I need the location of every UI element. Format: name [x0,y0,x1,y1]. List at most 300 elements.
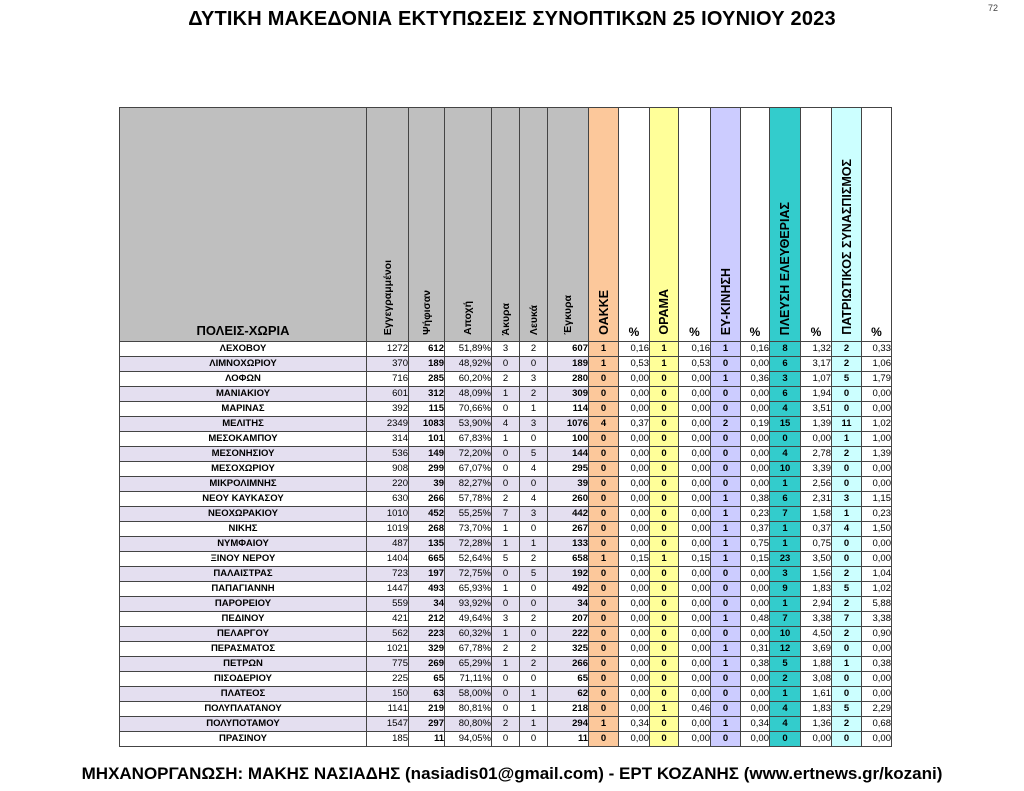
oakke-votes-cell: 0 [589,492,619,507]
blank-cell: 3 [520,372,548,387]
patriotikos-votes-cell: 0 [832,672,862,687]
oakke-votes-cell: 1 [589,717,619,732]
valid-cell: 442 [548,507,589,522]
oakke-pct-cell: 0,00 [619,447,650,462]
plefsi-pct-cell: 1,94 [801,387,832,402]
eykinisi-pct-cell: 0,00 [741,672,770,687]
invalid-cell: 1 [492,582,520,597]
blank-cell: 3 [520,507,548,522]
eykinisi-votes-cell: 1 [711,507,741,522]
plefsi-pct-cell: 2,31 [801,492,832,507]
header-party-orama [650,108,679,342]
orama-votes-cell: 1 [650,702,679,717]
orama-pct-cell: 0,00 [679,387,711,402]
table-row [120,642,892,657]
plefsi-votes-cell: 6 [770,492,801,507]
eykinisi-pct-cell: 0,00 [741,357,770,372]
patriotikos-votes-cell: 2 [832,567,862,582]
blank-cell: 5 [520,567,548,582]
patriotikos-votes-cell: 2 [832,342,862,357]
plefsi-votes-cell: 1 [770,597,801,612]
oakke-pct-cell: 0,00 [619,687,650,702]
valid-cell: 266 [548,657,589,672]
blank-cell: 4 [520,462,548,477]
voted-cell: 65 [409,672,445,687]
oakke-votes-cell: 0 [589,672,619,687]
plefsi-pct-cell: 2,94 [801,597,832,612]
oakke-pct-cell: 0,00 [619,582,650,597]
eykinisi-votes-cell: 1 [711,342,741,357]
patriotikos-pct-cell: 3,38 [862,612,892,627]
oakke-votes-cell: 1 [589,357,619,372]
orama-votes-cell: 0 [650,582,679,597]
plefsi-votes-cell: 6 [770,387,801,402]
valid-cell: 658 [548,552,589,567]
voted-cell: 297 [409,717,445,732]
valid-cell: 260 [548,492,589,507]
orama-votes-cell: 0 [650,402,679,417]
blank-cell: 1 [520,687,548,702]
eykinisi-pct-cell: 0,00 [741,477,770,492]
orama-pct-cell: 0,00 [679,672,711,687]
eykinisi-pct-cell: 0,00 [741,597,770,612]
city-cell: ΛΕΧΟΒΟΥ [120,342,367,357]
oakke-votes-cell: 0 [589,657,619,672]
orama-pct-cell: 0,00 [679,642,711,657]
valid-cell: 100 [548,432,589,447]
oakke-votes-cell: 0 [589,522,619,537]
orama-votes-cell: 0 [650,537,679,552]
oakke-pct-cell: 0,00 [619,522,650,537]
city-cell: ΠΟΛΥΠΟΤΑΜΟΥ [120,717,367,732]
registered-cell: 1010 [367,507,409,522]
voted-cell: 219 [409,702,445,717]
eykinisi-pct-cell: 0,00 [741,402,770,417]
header-invalid-label: Άκυρα [499,302,512,335]
orama-votes-cell: 0 [650,432,679,447]
header-party-oakke-label: ΟΑΚΚΕ [596,290,611,335]
plefsi-pct-cell: 0,00 [801,432,832,447]
orama-pct-cell: 0,53 [679,357,711,372]
abstention-cell: 53,90% [445,417,492,432]
eykinisi-pct-cell: 0,31 [741,642,770,657]
patriotikos-votes-cell: 0 [832,477,862,492]
plefsi-pct-cell: 1,61 [801,687,832,702]
valid-cell: 192 [548,567,589,582]
header-registered-label: Εγγεγραμμένοι [381,259,394,335]
table-row [120,522,892,537]
abstention-cell: 82,27% [445,477,492,492]
plefsi-votes-cell: 7 [770,612,801,627]
eykinisi-votes-cell: 2 [711,417,741,432]
header-party-eykinisi-label: ΕΥ-ΚΙΝΗΣΗ [718,267,733,335]
oakke-votes-cell: 1 [589,552,619,567]
eykinisi-pct-cell: 0,38 [741,657,770,672]
eykinisi-votes-cell: 0 [711,447,741,462]
eykinisi-pct-cell: 0,34 [741,717,770,732]
city-cell: ΝΥΜΦΑΙΟΥ [120,537,367,552]
blank-cell: 2 [520,612,548,627]
orama-pct-cell: 0,00 [679,732,711,747]
patriotikos-pct-cell: 1,02 [862,582,892,597]
registered-cell: 716 [367,372,409,387]
patriotikos-pct-cell: 1,79 [862,372,892,387]
voted-cell: 665 [409,552,445,567]
orama-votes-cell: 0 [650,477,679,492]
orama-pct-cell: 0,00 [679,567,711,582]
patriotikos-pct-cell: 1,02 [862,417,892,432]
registered-cell: 1141 [367,702,409,717]
table-row [120,447,892,462]
patriotikos-votes-cell: 2 [832,717,862,732]
header-pct-orama: % [679,108,711,342]
valid-cell: 309 [548,387,589,402]
patriotikos-pct-cell: 0,00 [862,552,892,567]
invalid-cell: 1 [492,657,520,672]
table-row [120,372,892,387]
abstention-cell: 65,29% [445,657,492,672]
invalid-cell: 0 [492,402,520,417]
orama-votes-cell: 1 [650,357,679,372]
patriotikos-pct-cell: 1,00 [862,432,892,447]
invalid-cell: 0 [492,567,520,582]
voted-cell: 197 [409,567,445,582]
plefsi-votes-cell: 15 [770,417,801,432]
orama-pct-cell: 0,00 [679,687,711,702]
city-cell: ΜΑΝΙΑΚΙΟΥ [120,387,367,402]
plefsi-votes-cell: 10 [770,627,801,642]
registered-cell: 314 [367,432,409,447]
plefsi-pct-cell: 1,07 [801,372,832,387]
orama-votes-cell: 0 [650,372,679,387]
blank-cell: 0 [520,582,548,597]
header-abstention [445,108,492,342]
abstention-cell: 48,92% [445,357,492,372]
invalid-cell: 1 [492,387,520,402]
invalid-cell: 2 [492,372,520,387]
plefsi-votes-cell: 10 [770,462,801,477]
eykinisi-votes-cell: 0 [711,402,741,417]
eykinisi-pct-cell: 0,00 [741,732,770,747]
invalid-cell: 2 [492,492,520,507]
registered-cell: 392 [367,402,409,417]
registered-cell: 2349 [367,417,409,432]
city-cell: ΠΛΑΤΕΟΣ [120,687,367,702]
plefsi-votes-cell: 9 [770,582,801,597]
header-party-patriotikos [832,108,862,342]
header-party-orama-label: ΟΡΑΜΑ [657,289,671,335]
oakke-votes-cell: 1 [589,342,619,357]
plefsi-pct-cell: 1,32 [801,342,832,357]
invalid-cell: 5 [492,552,520,567]
valid-cell: 65 [548,672,589,687]
table-row [120,417,892,432]
registered-cell: 1447 [367,582,409,597]
patriotikos-pct-cell: 0,00 [862,402,892,417]
voted-cell: 223 [409,627,445,642]
abstention-cell: 70,66% [445,402,492,417]
invalid-cell: 0 [492,687,520,702]
city-cell: ΜΑΡΙΝΑΣ [120,402,367,417]
voted-cell: 63 [409,687,445,702]
plefsi-votes-cell: 4 [770,702,801,717]
orama-pct-cell: 0,00 [679,417,711,432]
abstention-cell: 48,09% [445,387,492,402]
city-cell: ΜΕΛΙΤΗΣ [120,417,367,432]
patriotikos-pct-cell: 0,00 [862,732,892,747]
oakke-pct-cell: 0,00 [619,507,650,522]
voted-cell: 329 [409,642,445,657]
invalid-cell: 3 [492,612,520,627]
oakke-votes-cell: 0 [589,642,619,657]
patriotikos-pct-cell: 0,38 [862,657,892,672]
orama-votes-cell: 0 [650,567,679,582]
blank-cell: 0 [520,597,548,612]
patriotikos-votes-cell: 4 [832,522,862,537]
blank-cell: 2 [520,387,548,402]
table-row [120,717,892,732]
abstention-cell: 57,78% [445,492,492,507]
orama-votes-cell: 0 [650,672,679,687]
table-row [120,342,892,357]
patriotikos-votes-cell: 0 [832,552,862,567]
oakke-pct-cell: 0,00 [619,642,650,657]
orama-pct-cell: 0,46 [679,702,711,717]
patriotikos-votes-cell: 1 [832,507,862,522]
patriotikos-pct-cell: 5,88 [862,597,892,612]
abstention-cell: 49,64% [445,612,492,627]
orama-pct-cell: 0,00 [679,432,711,447]
eykinisi-votes-cell: 0 [711,387,741,402]
voted-cell: 269 [409,657,445,672]
voted-cell: 39 [409,477,445,492]
registered-cell: 225 [367,672,409,687]
oakke-pct-cell: 0,00 [619,672,650,687]
patriotikos-pct-cell: 0,00 [862,642,892,657]
valid-cell: 492 [548,582,589,597]
blank-cell: 0 [520,627,548,642]
registered-cell: 421 [367,612,409,627]
plefsi-pct-cell: 2,78 [801,447,832,462]
city-cell: ΠΕΔΙΝΟΥ [120,612,367,627]
registered-cell: 630 [367,492,409,507]
oakke-votes-cell: 0 [589,402,619,417]
table-row [120,612,892,627]
oakke-votes-cell: 0 [589,477,619,492]
valid-cell: 218 [548,702,589,717]
eykinisi-votes-cell: 1 [711,372,741,387]
patriotikos-votes-cell: 3 [832,492,862,507]
registered-cell: 150 [367,687,409,702]
oakke-votes-cell: 0 [589,732,619,747]
city-cell: ΝΙΚΗΣ [120,522,367,537]
abstention-cell: 60,32% [445,627,492,642]
invalid-cell: 0 [492,672,520,687]
orama-pct-cell: 0,00 [679,597,711,612]
plefsi-votes-cell: 3 [770,567,801,582]
abstention-cell: 72,20% [445,447,492,462]
orama-votes-cell: 1 [650,342,679,357]
eykinisi-votes-cell: 0 [711,672,741,687]
eykinisi-votes-cell: 0 [711,432,741,447]
city-cell: ΠΙΣΟΔΕΡΙΟΥ [120,672,367,687]
oakke-votes-cell: 0 [589,372,619,387]
header-party-plefsi [770,108,801,342]
voted-cell: 268 [409,522,445,537]
table-row [120,387,892,402]
invalid-cell: 0 [492,702,520,717]
patriotikos-votes-cell: 0 [832,642,862,657]
abstention-cell: 58,00% [445,687,492,702]
invalid-cell: 0 [492,357,520,372]
valid-cell: 280 [548,372,589,387]
patriotikos-pct-cell: 1,15 [862,492,892,507]
header-abstention-label: Αποχή [462,301,474,335]
table-row [120,582,892,597]
plefsi-votes-cell: 0 [770,432,801,447]
plefsi-votes-cell: 1 [770,477,801,492]
city-cell: ΝΕΟΧΩΡΑΚΙΟΥ [120,507,367,522]
plefsi-pct-cell: 0,75 [801,537,832,552]
blank-cell: 1 [520,717,548,732]
city-cell: ΝΕΟΥ ΚΑΥΚΑΣΟΥ [120,492,367,507]
eykinisi-votes-cell: 0 [711,702,741,717]
header-registered [367,108,409,342]
valid-cell: 39 [548,477,589,492]
registered-cell: 1272 [367,342,409,357]
oakke-votes-cell: 0 [589,507,619,522]
patriotikos-pct-cell: 0,90 [862,627,892,642]
registered-cell: 559 [367,597,409,612]
header-valid [548,108,589,342]
footer-credits: ΜΗΧΑΝΟΡΓΑΝΩΣΗ: ΜΑΚΗΣ ΝΑΣΙΑΔΗΣ (nasiadis01@gmail.com) - ΕΡΤ ΚΟΖΑΝΗΣ (www.ertnews.gr/kozani) [81,764,943,783]
plefsi-votes-cell: 4 [770,447,801,462]
eykinisi-votes-cell: 1 [711,522,741,537]
oakke-pct-cell: 0,34 [619,717,650,732]
city-cell: ΠΑΠΑΓΙΑΝΝΗ [120,582,367,597]
orama-votes-cell: 0 [650,597,679,612]
orama-pct-cell: 0,16 [679,342,711,357]
valid-cell: 294 [548,717,589,732]
eykinisi-pct-cell: 0,00 [741,582,770,597]
invalid-cell: 2 [492,642,520,657]
abstention-cell: 51,89% [445,342,492,357]
oakke-pct-cell: 0,00 [619,567,650,582]
patriotikos-votes-cell: 1 [832,432,862,447]
voted-cell: 299 [409,462,445,477]
invalid-cell: 0 [492,732,520,747]
patriotikos-votes-cell: 11 [832,417,862,432]
eykinisi-pct-cell: 0,00 [741,702,770,717]
header-party-oakke [589,108,619,342]
oakke-pct-cell: 0,53 [619,357,650,372]
valid-cell: 133 [548,537,589,552]
patriotikos-votes-cell: 0 [832,732,862,747]
registered-cell: 562 [367,627,409,642]
table-row [120,702,892,717]
abstention-cell: 67,83% [445,432,492,447]
abstention-cell: 80,81% [445,702,492,717]
invalid-cell: 1 [492,627,520,642]
blank-cell: 0 [520,477,548,492]
eykinisi-votes-cell: 0 [711,567,741,582]
eykinisi-pct-cell: 0,23 [741,507,770,522]
eykinisi-pct-cell: 0,37 [741,522,770,537]
oakke-votes-cell: 0 [589,597,619,612]
header-party-patriotikos-label: ΠΑΤΡΙΩΤΙΚΟΣ ΣΥΝΑΣΠΙΣΜΟΣ [839,159,854,335]
oakke-pct-cell: 0,00 [619,702,650,717]
eykinisi-votes-cell: 0 [711,582,741,597]
orama-votes-cell: 0 [650,612,679,627]
valid-cell: 144 [548,447,589,462]
orama-votes-cell: 0 [650,387,679,402]
eykinisi-pct-cell: 0,75 [741,537,770,552]
oakke-pct-cell: 0,00 [619,657,650,672]
eykinisi-votes-cell: 1 [711,537,741,552]
oakke-votes-cell: 0 [589,687,619,702]
registered-cell: 775 [367,657,409,672]
table-row [120,672,892,687]
orama-pct-cell: 0,00 [679,582,711,597]
plefsi-pct-cell: 1,58 [801,507,832,522]
plefsi-pct-cell: 0,37 [801,522,832,537]
header-blank-label: Λευκά [527,304,540,335]
orama-votes-cell: 1 [650,552,679,567]
eykinisi-votes-cell: 1 [711,492,741,507]
registered-cell: 1019 [367,522,409,537]
table-row [120,552,892,567]
city-cell: ΠΕΡΑΣΜΑΤΟΣ [120,642,367,657]
orama-pct-cell: 0,00 [679,372,711,387]
table-row [120,477,892,492]
patriotikos-votes-cell: 7 [832,612,862,627]
registered-cell: 908 [367,462,409,477]
plefsi-votes-cell: 3 [770,372,801,387]
patriotikos-pct-cell: 1,04 [862,567,892,582]
blank-cell: 5 [520,447,548,462]
patriotikos-votes-cell: 5 [832,702,862,717]
oakke-pct-cell: 0,00 [619,597,650,612]
header-pct-plefsi: % [801,108,832,342]
oakke-pct-cell: 0,15 [619,552,650,567]
oakke-votes-cell: 0 [589,387,619,402]
orama-votes-cell: 0 [650,657,679,672]
oakke-votes-cell: 0 [589,462,619,477]
valid-cell: 1076 [548,417,589,432]
patriotikos-pct-cell: 0,00 [862,537,892,552]
patriotikos-votes-cell: 0 [832,402,862,417]
eykinisi-pct-cell: 0,00 [741,462,770,477]
oakke-votes-cell: 0 [589,612,619,627]
header-party-eykinisi [711,108,741,342]
patriotikos-pct-cell: 1,39 [862,447,892,462]
header-valid-label: Έγκυρα [562,295,574,335]
oakke-votes-cell: 0 [589,567,619,582]
oakke-pct-cell: 0,00 [619,432,650,447]
page-number: 72 [987,3,998,13]
table-row [120,567,892,582]
orama-pct-cell: 0,00 [679,447,711,462]
table-row [120,537,892,552]
blank-cell: 0 [520,672,548,687]
oakke-pct-cell: 0,00 [619,387,650,402]
header-voted-label: Ψήφισαν [420,290,433,335]
valid-cell: 34 [548,597,589,612]
table-row [120,402,892,417]
blank-cell: 0 [520,432,548,447]
plefsi-pct-cell: 1,83 [801,582,832,597]
patriotikos-votes-cell: 5 [832,582,862,597]
